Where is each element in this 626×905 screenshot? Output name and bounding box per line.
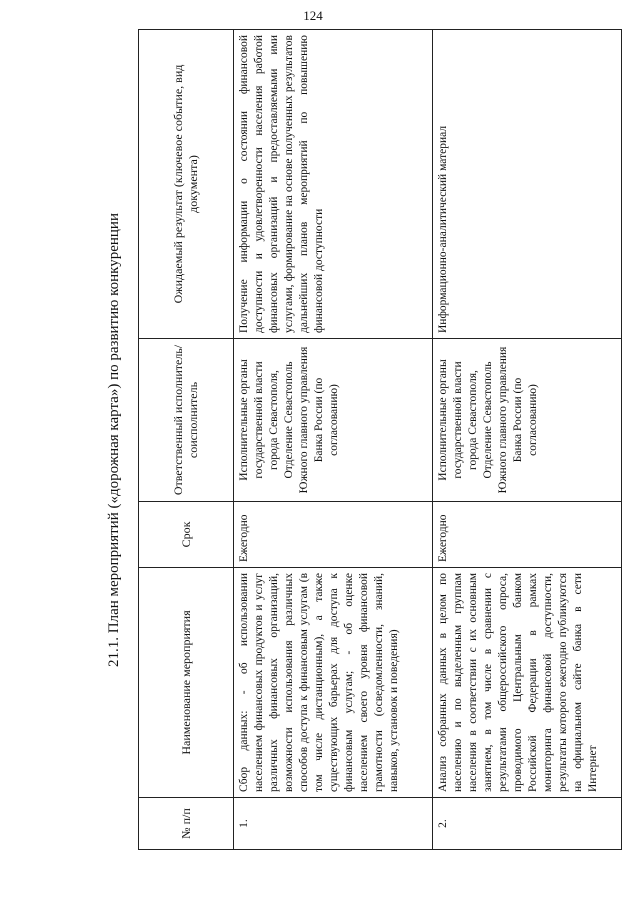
row-term: Ежегодно	[433, 502, 622, 568]
header-result: Ожидаемый результат (ключевое событие, вид документа)	[139, 30, 234, 339]
document-title: 21.1. План мероприятий («дорожная карта») по развитию конкуренции	[106, 213, 122, 667]
header-responsible: Ответственный исполнитель/ соисполнитель	[139, 339, 234, 502]
row-responsible: Исполнительные органы государственной власти города Севастополя, Отделение Севастополь Южного главного управления Банка России (по согласованию)	[234, 339, 433, 502]
row-num: 2.	[433, 798, 622, 850]
row-name: Сбор данных: - об использовании населением финансовых продуктов и услуг различных финансовых организаций, возможности использования различных способов доступа к финансовым услугам (в том числе дистанционным), а также существующих барьерах для доступа к финансовым услугам; - об оценке населением своего уровня финансовой грамотности (осведомленности, знаний, навыков, установок и поведения)	[234, 568, 433, 798]
header-num: № п/п	[139, 798, 234, 850]
row-term: Ежегодно	[234, 502, 433, 568]
table-row	[234, 30, 433, 850]
header-term: Срок	[139, 502, 234, 568]
row-responsible: Исполнительные органы государственной власти города Севастополя, Отделение Севастополь Южного главного управления Банка России (по согласованию)	[433, 339, 622, 502]
header-name: Наименование мероприятия	[139, 568, 234, 798]
row-result: Информационно-аналитический материал	[433, 30, 622, 339]
page-number: 124	[303, 8, 323, 23]
row-result: Получение информации о состоянии финансовой доступности и удовлетворенности населения работой финансовых организаций и предоставляемыми ими услугами, формирование на основе полученных результатов дальнейших планов мероприятий по повышению финансовой доступности	[234, 30, 433, 339]
table-row	[433, 30, 622, 850]
plan-table	[138, 29, 622, 850]
rotated-page	[106, 25, 599, 855]
table-header-row	[139, 30, 234, 850]
row-name: Анализ собранных данных в целом по населению и по выделенным группам населения в соответствии с их основным занятием, в том числе в сравнении с результатами общероссийского опроса, проводимого Центральным банком Российской Федерации в рамках мониторинга финансовой доступности, результаты которого ежегодно публикуются на официальном сайте банка в сети Интернет	[433, 568, 622, 798]
row-num: 1.	[234, 798, 433, 850]
